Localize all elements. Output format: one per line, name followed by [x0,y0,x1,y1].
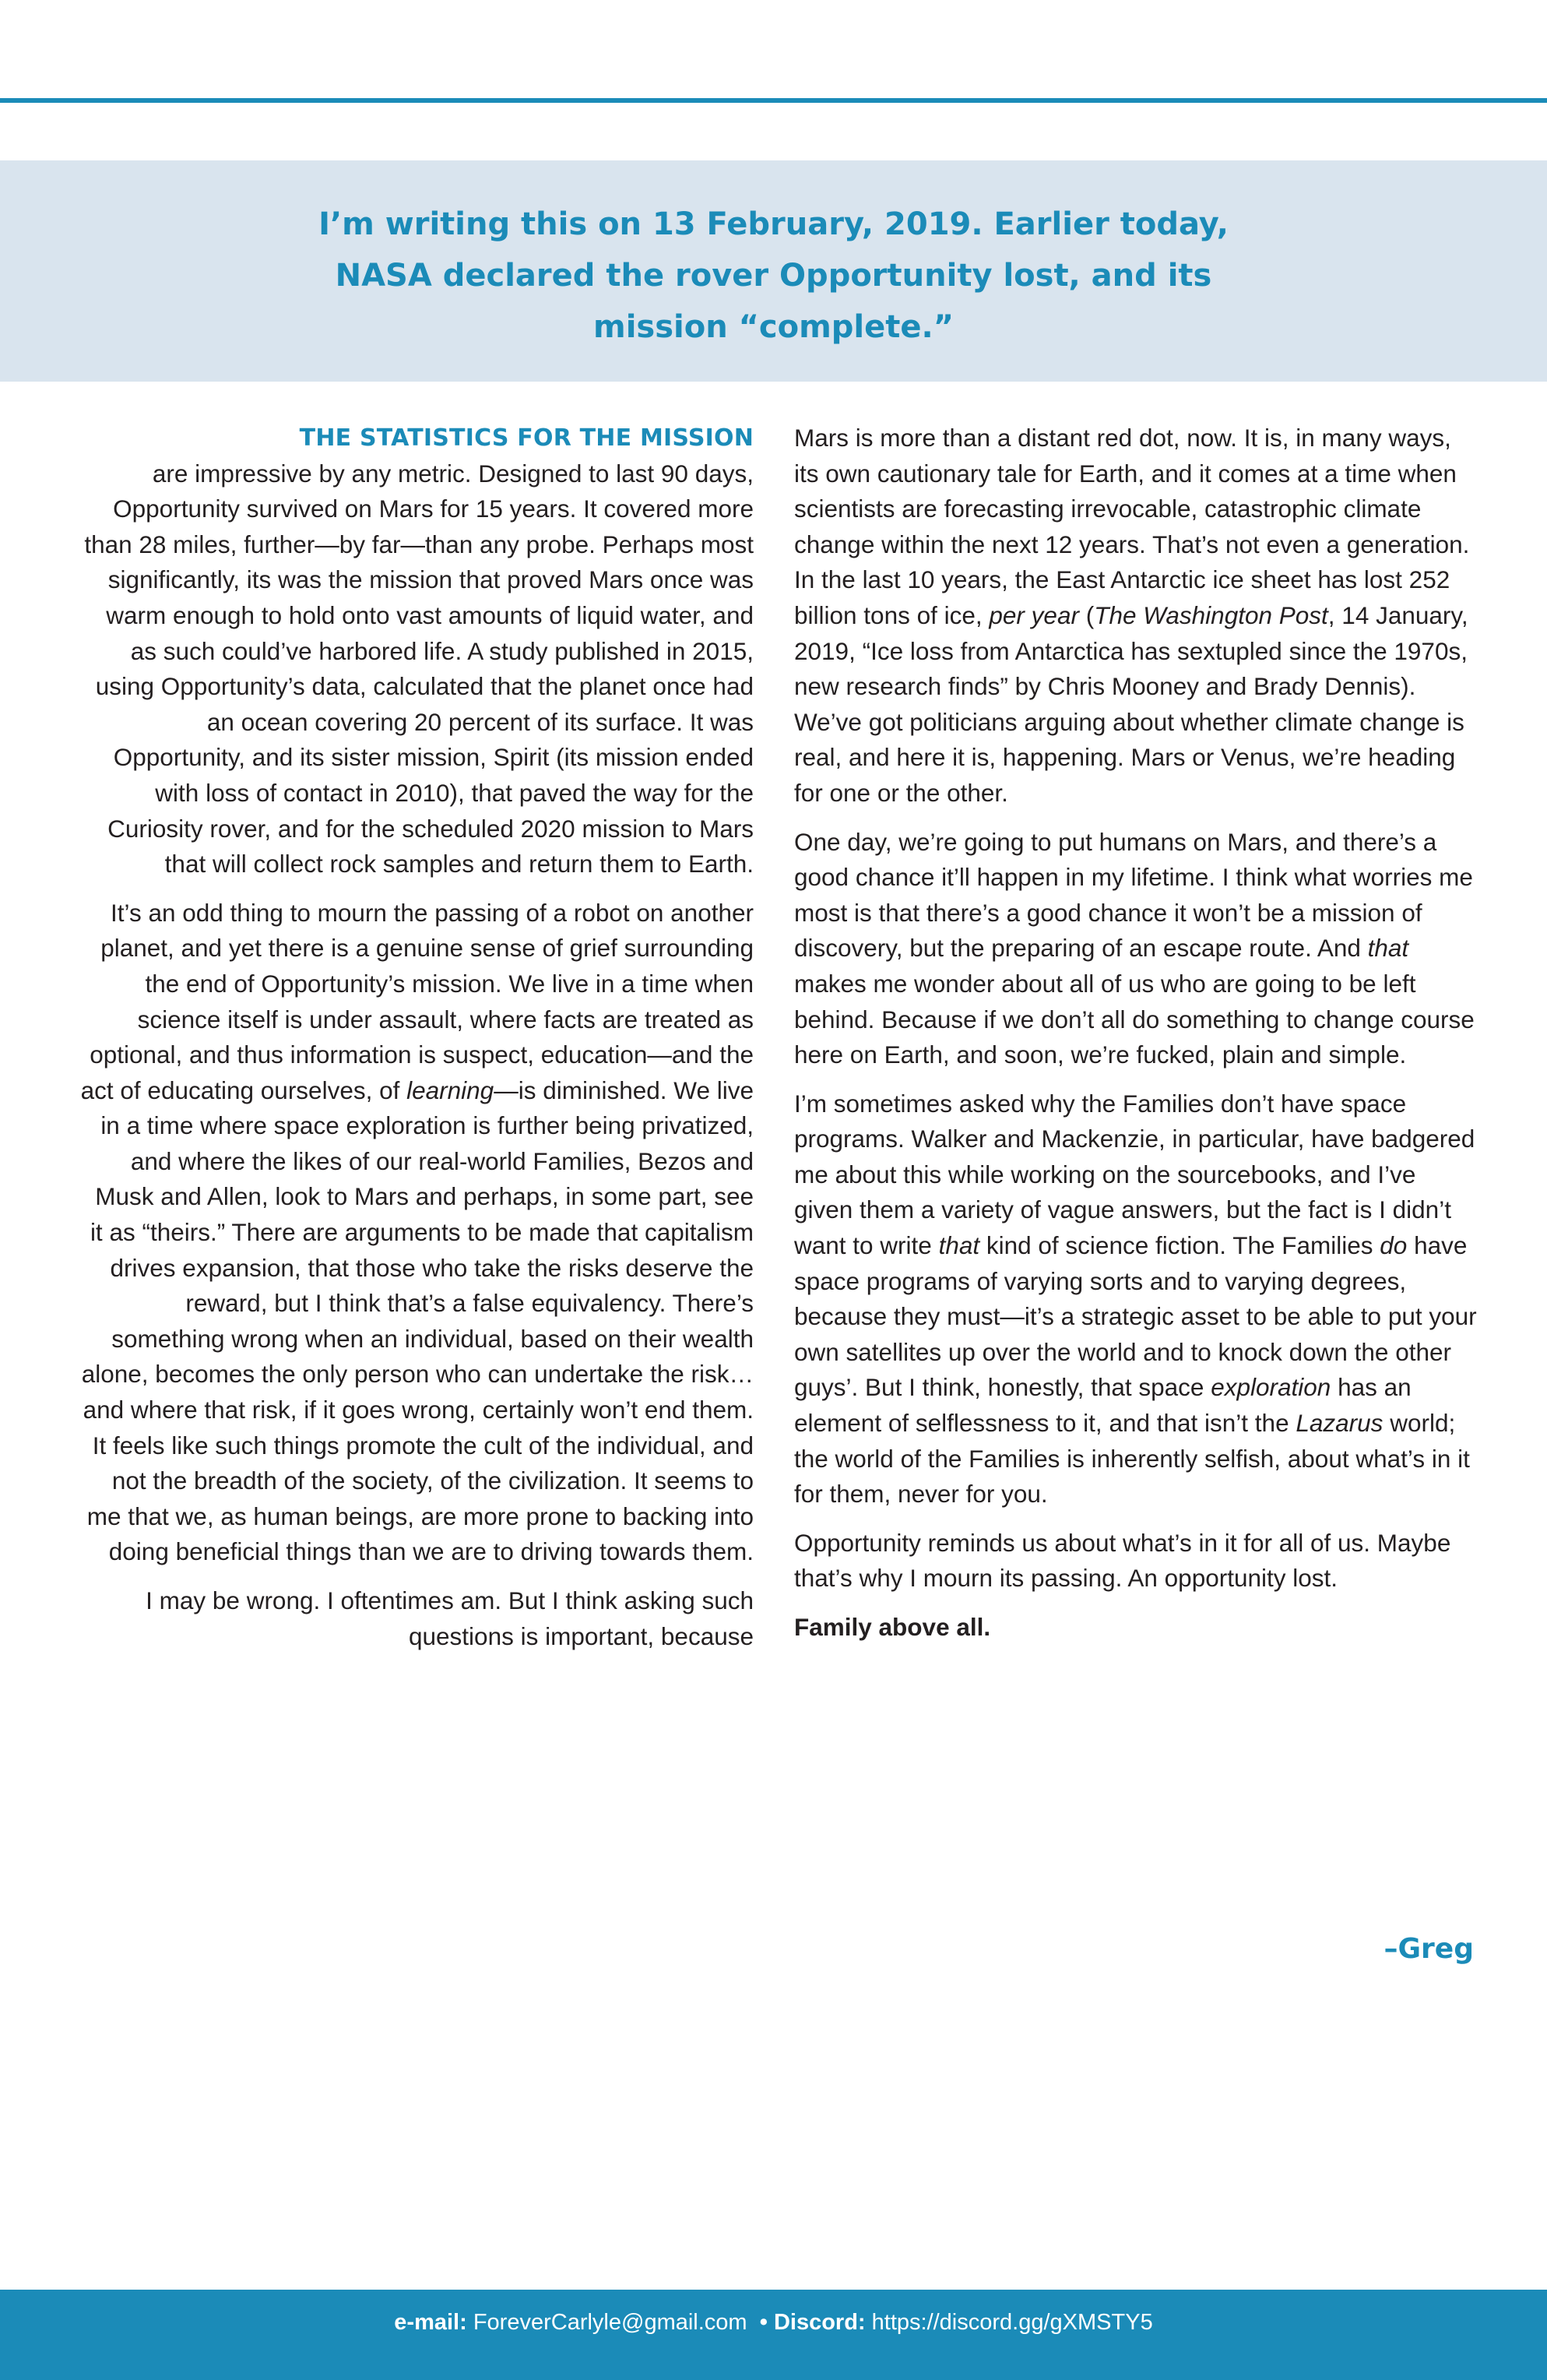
right-p2-text-b: makes me wonder about all of us who are going to be left behind. Because if we don’t all do something to change course here on Earth, and soon, we’re fucked, plain and simple. [794,969,1475,1069]
left-p2-text-b: —is diminished. We live in a time where space exploration is further being privatized, and where the likes of our real-world Families, Bezos and Musk and Allen, look to Mars and perhaps, in some part, see it as “theirs.” There are arguments to be made that capitalism drives expansion, that those who take the risks deserve the reward, but I think that’s a false equivalency. There’s something wrong when an individual, based on their wealth alone, becomes the only person who can undertake the risk…and where that risk, if it goes wrong, certainly won’t end them. It feels like such things promote the cult of the individual, and not the breadth of the society, of the civilization. It seems to me that we, as human beings, are more prone to backing into doing beneficial things than we are to driving towards them. [81,1076,754,1566]
right-column [794,421,1479,1659]
signature: –Greg [1384,1933,1474,1965]
discord-link[interactable]: https://discord.gg/gXMSTY5 [871,2310,1153,2335]
right-p3-text-b: kind of science fiction. The Families [979,1231,1380,1260]
right-p3-emphasis-4: Lazarus [1296,1409,1384,1438]
right-p3-emphasis-2: do [1380,1231,1408,1260]
right-paragraph-3 [794,1086,1479,1512]
right-p1-text-b: ( [1078,600,1095,629]
right-paragraph-2 [794,825,1479,1073]
right-p3-text-d: has an element of selflessness to it, and that isn’t the [794,1373,1412,1438]
right-p1-emphasis-1: per year [989,600,1079,629]
right-p3-emphasis-1: that [938,1231,980,1260]
left-paragraph-1 [78,421,754,882]
right-p1-text-c: , 14 January, 2019, “Ice loss from Antarctica has sextupled since the 1970s, new research finds” by Chris Mooney and Brady Dennis). We’ve got politicians arguing about whether climate change is real, and here it is, happening. Mars or Venus, we’re heading for one or the other. [794,600,1468,807]
right-p4-text: Opportunity reminds us about what’s in it for all of us. Maybe that’s why I mourn its passing. An opportunity lost. [794,1528,1451,1593]
email-label: e-mail: [394,2310,467,2335]
left-column [78,421,754,1667]
top-rule [0,98,1547,103]
left-p2-emphasis: learning [406,1076,494,1104]
right-p3-text-c: have space programs of varying sorts and to varying degrees, because they must—it’s a strategic asset to be able to put your own satellites up over the world and to knock down the other guys’. But I think, honestly, that space [794,1231,1477,1402]
right-p3-text-e: world; the world of the Families is inherently selfish, about what’s in it for them, never for you. [794,1409,1470,1509]
left-p3-text: I may be wrong. I oftentimes am. But I think asking such questions is important, because [146,1586,754,1650]
right-p3-text-a: I’m sometimes asked why the Families don’t have space programs. Walker and Mackenzie, in particular, have badgered me about this while working on the sourcebooks, and I’ve given them a variety of vague answers, but the fact is I didn’t want to write [794,1089,1475,1260]
right-p2-emphasis: that [1367,934,1409,963]
right-p1-emphasis-2: The Washington Post [1094,600,1328,629]
lead-heading: THE STATISTICS FOR THE MISSION [299,424,754,452]
closing-line: Family above all. [794,1613,991,1641]
right-paragraph-1 [794,421,1479,812]
left-p2-text-a: It’s an odd thing to mourn the passing of a robot on another planet, and yet there is a genuine sense of grief surrounding the end of Opportunity’s mission. We live in a time when science itself is under assault, where facts are treated as optional, and thus information is suspect, education—and the act of educating ourselves, of [80,898,754,1104]
callout-text: I’m writing this on 13 February, 2019. Earlier today, NASA declared the rover Opportunity lost, and its mission “complete.” [318,206,1229,345]
right-paragraph-4 [794,1526,1479,1597]
footer-separator: • [759,2310,768,2335]
left-paragraph-2 [78,896,754,1570]
left-p1-text: are impressive by any metric. Designed to last 90 days, Opportunity survived on Mars for 15 years. It covered more than 28 miles, further—by far—than any probe. Perhaps most significantly, its was the mission that proved Mars once was warm enough to hold onto vast amounts of liquid water, and as such could’ve harbored life. A study published in 2015, using Opportunity’s data, calculated that the planet once had an ocean covering 20 percent of its surface. It was Opportunity, and its sister mission, Spirit (its mission ended with loss of contact in 2010), that paved the way for the Curiosity rover, and for the scheduled 2020 mission to Mars that will collect rock samples and return them to Earth. [84,459,754,878]
discord-label: Discord: [773,2310,866,2335]
email-link[interactable]: ForeverCarlyle@gmail.com [473,2310,747,2335]
right-p1-text-a: Mars is more than a distant red dot, now. It is, in many ways, its own cautionary tale for Earth, and it comes at a time when scientists are forecasting irrevocable, catastrophic climate change within the next 12 years. That’s not even a generation. In the last 10 years, the East Antarctic ice sheet has lost 252 billion tons of ice, [794,424,1470,629]
right-p2-text-a: One day, we’re going to put humans on Mars, and there’s a good chance it’ll happen in my lifetime. I think what worries me most is that there’s a good chance it won’t be a mission of discovery, but the preparing of an escape route. And [794,827,1473,963]
footer-contact [0,2310,1547,2336]
left-paragraph-3 [78,1583,754,1654]
right-p3-emphasis-3: exploration [1211,1373,1331,1402]
